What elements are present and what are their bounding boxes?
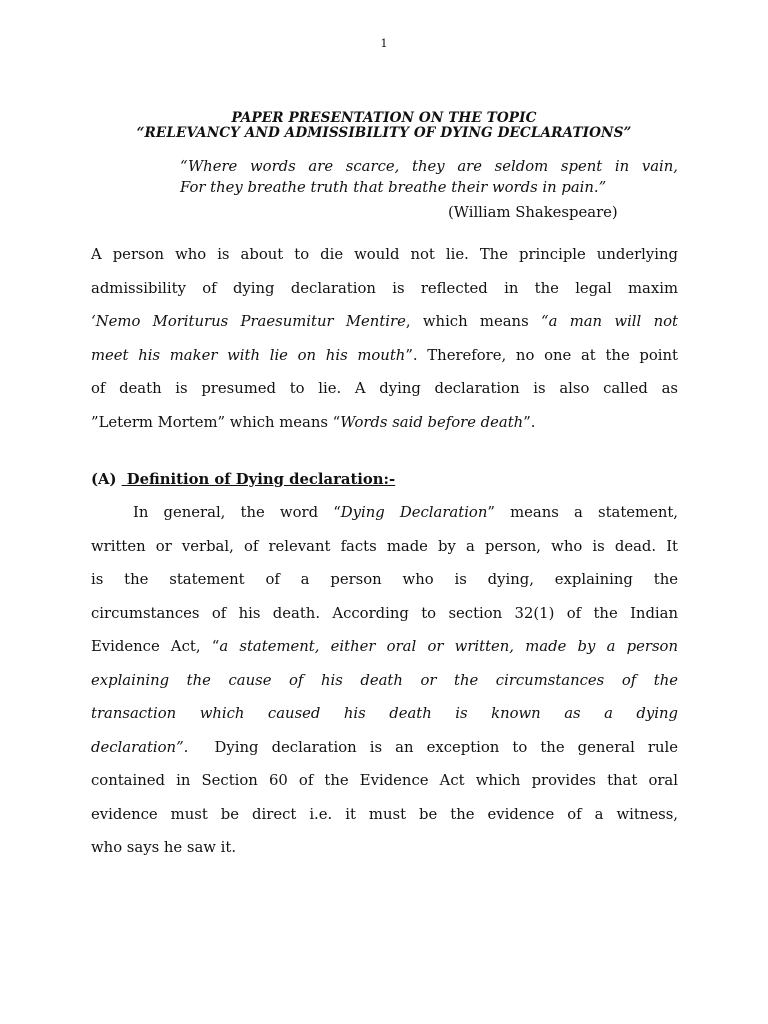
intro-line-3 <box>91 312 678 332</box>
maxim-meaning: meet his maker with lie on his mouth <box>91 347 406 364</box>
intro-line-2: admissibility of dying declaration is reflected in the legal maxim <box>91 280 678 297</box>
quote-line-1: “Where words are scarce, they are seldom spent in vain, <box>180 158 678 175</box>
def-text: Evidence Act, “ <box>91 638 220 655</box>
def-line-11: who says he saw it. <box>91 839 237 856</box>
def-line-1 <box>133 503 678 523</box>
intro-line-5: of death is presumed to lie. A dying declaration is also called as <box>91 380 678 397</box>
def-line-3: is the statement of a person who is dying, explaining the <box>91 571 678 588</box>
def-text: Dying declaration is an exception to the general rule <box>188 739 678 756</box>
def-line-9: contained in Section 60 of the Evidence Act which provides that oral <box>91 772 678 789</box>
def-text: ” means a statement, <box>487 504 679 521</box>
latin-translation: Words said before death <box>340 414 524 431</box>
def-line-2: written or verbal, of relevant facts made by a person, who is dead. It <box>91 538 678 555</box>
statute-quote: explaining the cause of his death or the circumstances of the <box>91 672 678 689</box>
intro-line-6 <box>91 413 678 433</box>
title-line-2: “RELEVANCY AND ADMISSIBILITY OF DYING DECLARATIONS” <box>136 125 632 141</box>
statute-quote: declaration”. <box>91 739 189 756</box>
intro-text: ”. Therefore, no one at the point <box>405 347 678 364</box>
intro-text: ”. <box>523 414 536 431</box>
quote-line-2: For they breathe truth that breathe their words in pain.” <box>180 179 607 196</box>
section-label: (A) <box>91 471 122 488</box>
quote-attribution: (William Shakespeare) <box>448 204 618 221</box>
intro-text: , which means <box>405 313 541 330</box>
def-text: In general, the word “ <box>133 504 341 521</box>
term: Dying Declaration <box>340 504 488 521</box>
maxim-meaning: “a man will not <box>541 313 678 330</box>
page-number: 1 <box>380 37 388 50</box>
title-line-1: PAPER PRESENTATION ON THE TOPIC <box>231 110 537 126</box>
def-line-5 <box>91 637 678 657</box>
def-line-7 <box>91 704 678 724</box>
statute-quote: a statement, either oral or written, made by a person <box>219 638 678 655</box>
def-line-10: evidence must be direct i.e. it must be the evidence of a witness, <box>91 806 678 823</box>
section-title: Definition of Dying declaration:- <box>121 471 396 488</box>
section-a-heading <box>91 471 395 488</box>
def-line-4: circumstances of his death. According to section 32(1) of the Indian <box>91 605 678 622</box>
statute-quote: transaction which caused his death is known as a dying <box>91 705 678 722</box>
intro-line-1: A person who is about to die would not lie. The principle underlying <box>91 246 678 263</box>
intro-line-4 <box>91 346 678 366</box>
latin-maxim: ‘Nemo Moriturus Praesumitur Mentire <box>91 313 406 330</box>
def-line-6 <box>91 671 678 691</box>
def-line-8 <box>91 738 678 758</box>
intro-text: ”Leterm Mortem” which means “ <box>91 414 341 431</box>
